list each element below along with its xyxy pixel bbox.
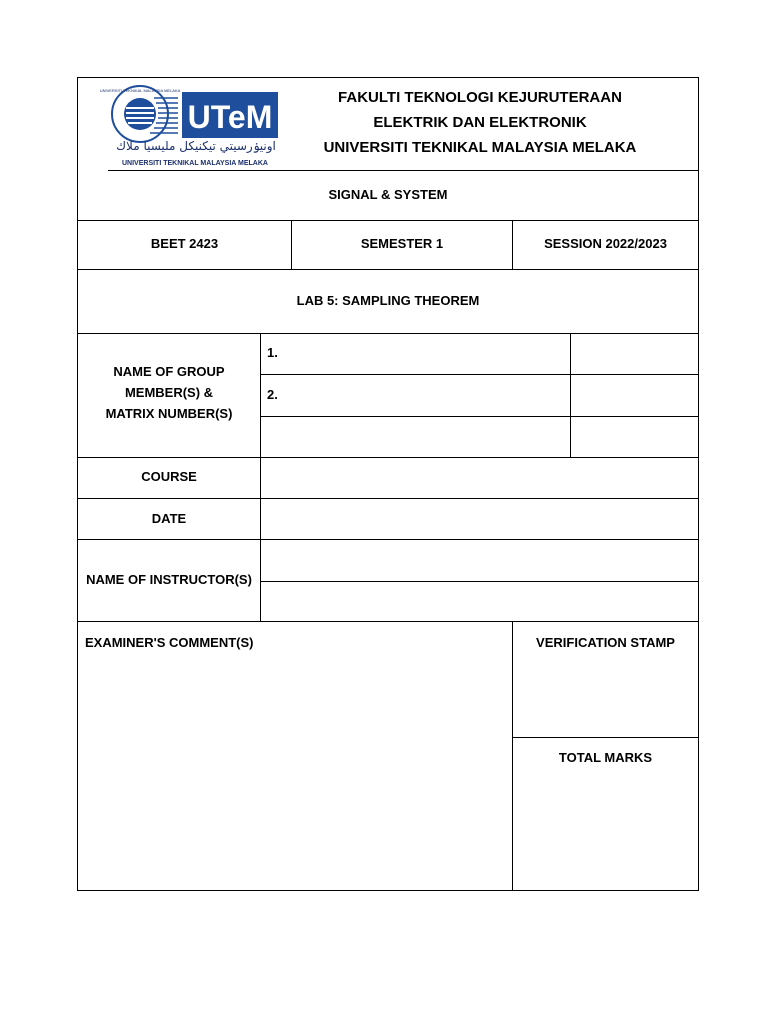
faculty-line-1: FAKULTI TEKNOLOGI KEJURUTERAAN — [338, 89, 622, 106]
rule — [261, 374, 698, 375]
logo-jawi-text: اونيۏرسيتي تيكنيكل مليسيا ملاك — [116, 139, 276, 153]
members-label-line-1: NAME OF GROUP — [113, 364, 225, 379]
members-label-line-2: MEMBER(S) & — [124, 385, 214, 400]
logo-seal-text: UNIVERSITI TEKNIKAL MALAYSIA MELAKA — [99, 88, 181, 93]
logo-wordmark: UTeM — [187, 99, 273, 135]
rule — [78, 498, 698, 499]
rule — [78, 333, 698, 334]
faculty-line-2: ELEKTRIK DAN ELEKTRONIK — [373, 114, 587, 131]
rule — [570, 333, 571, 457]
total-marks-label: TOTAL MARKS — [558, 750, 653, 765]
rule — [108, 170, 698, 171]
verification-stamp-label: VERIFICATION STAMP — [536, 635, 675, 650]
rule — [78, 539, 698, 540]
rule — [261, 581, 698, 582]
rule — [261, 416, 698, 417]
member-row-1-label: 1. — [267, 345, 278, 360]
examiner-comment-label: EXAMINER'S COMMENT(S) — [85, 635, 254, 650]
rule — [512, 737, 698, 738]
semester: SEMESTER 1 — [360, 236, 444, 251]
session: SESSION 2022/2023 — [544, 236, 667, 251]
date-label: DATE — [151, 511, 187, 526]
rule — [78, 269, 698, 270]
rule — [78, 621, 698, 622]
rule — [78, 457, 698, 458]
course-title: SIGNAL & SYSTEM — [328, 187, 448, 202]
lab-title: LAB 5: SAMPLING THEOREM — [296, 293, 480, 308]
logo-caption: UNIVERSITI TEKNIKAL MALAYSIA MELAKA — [122, 160, 268, 167]
rule — [260, 333, 261, 621]
utem-logo — [99, 84, 282, 174]
members-label-line-3: MATRIX NUMBER(S) — [105, 406, 233, 421]
instructor-label: NAME OF INSTRUCTOR(S) — [86, 572, 252, 587]
rule — [78, 220, 698, 221]
member-row-2-label: 2. — [267, 387, 278, 402]
course-code: BEET 2423 — [150, 236, 219, 251]
course-label: COURSE — [141, 469, 197, 484]
university-name: UNIVERSITI TEKNIKAL MALAYSIA MELAKA — [323, 139, 637, 156]
